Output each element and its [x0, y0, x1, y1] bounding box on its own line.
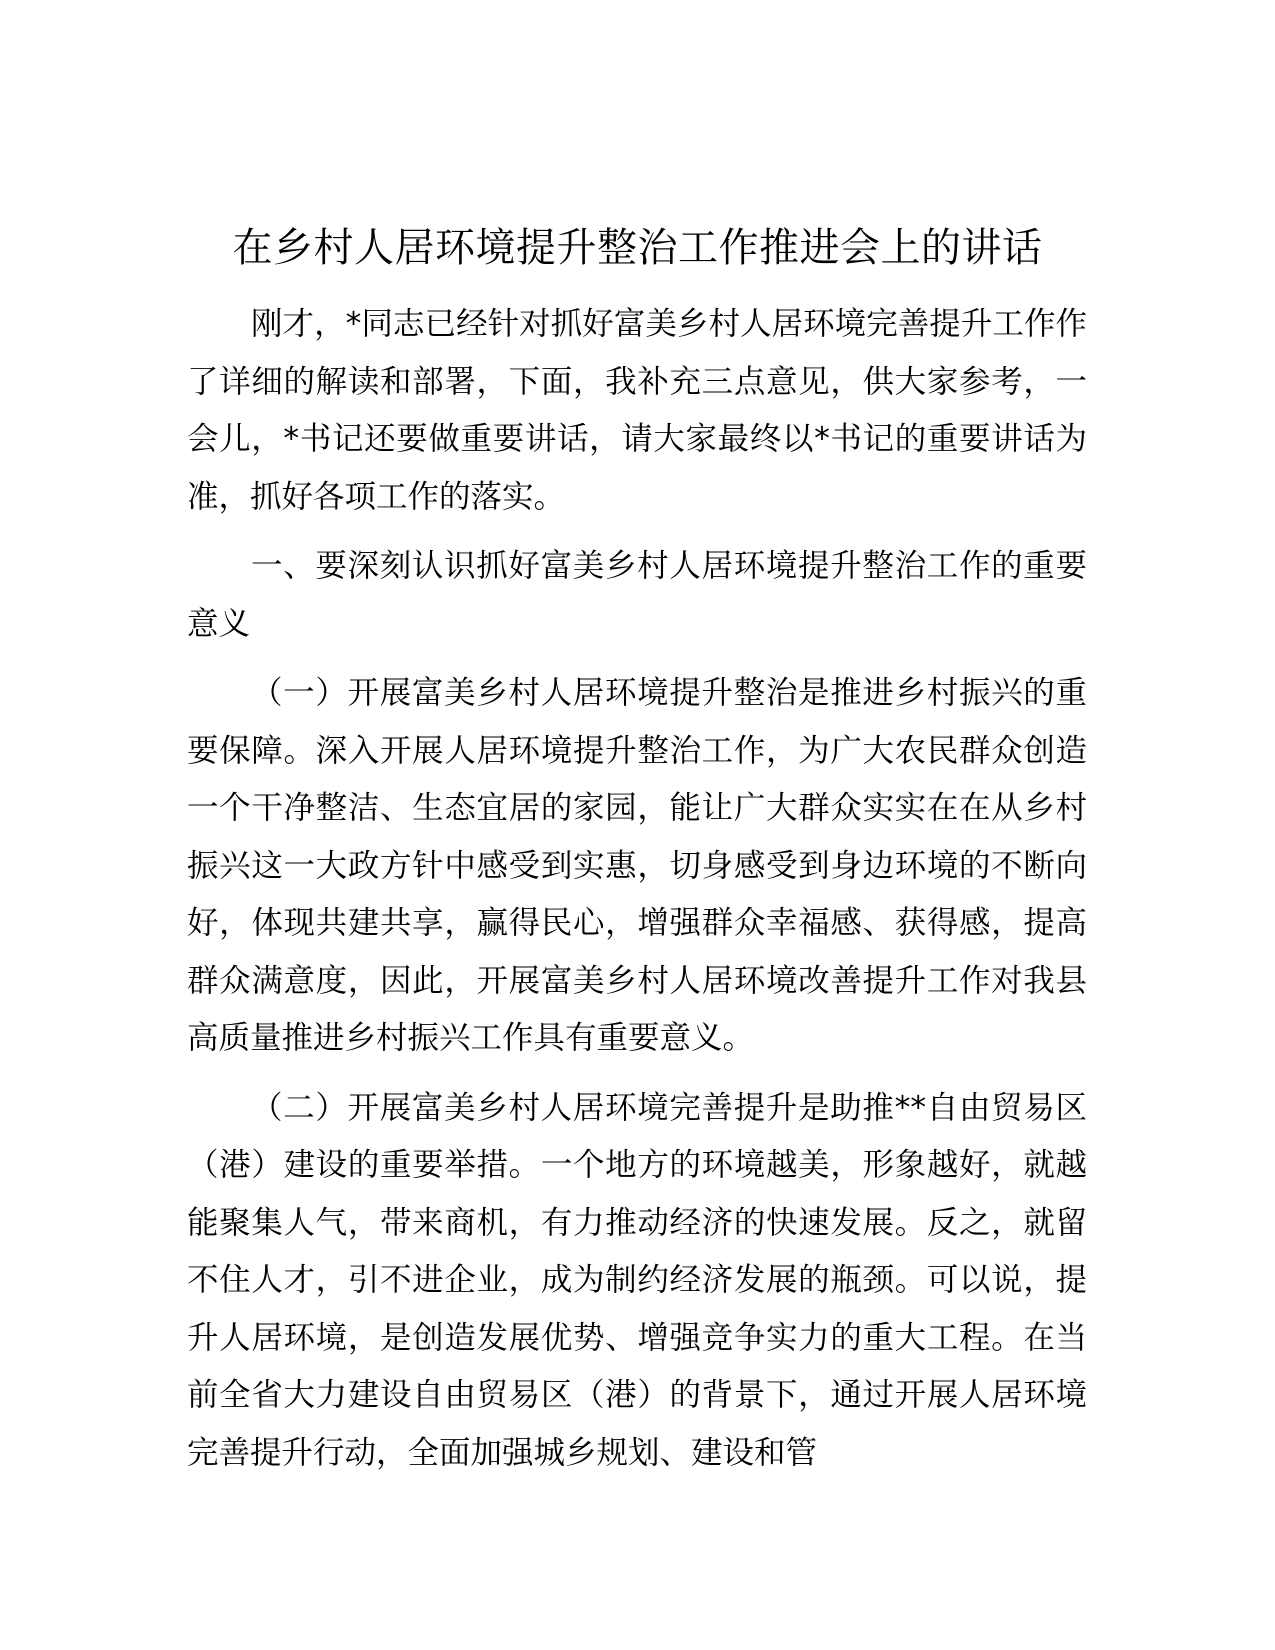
paragraph-point-1: （一）开展富美乡村人居环境提升整治是推进乡村振兴的重要保障。深入开展人居环境提升整治工作，为广大农民群众创造一个干净整洁、生态宜居的家园，能让广大群众实实在在从乡村振兴这一大政方针中感受到实惠，切身感受到身边环境的不断向好，体现共建共享，赢得民心，增强群众幸福感、获得感，提高群众满意度，因此，开展富美乡村人居环境改善提升工作对我县高质量推进乡村振兴工作具有重要意义。 — [187, 675, 1087, 1056]
document-body — [187, 296, 1087, 1482]
document-title: 在乡村人居环境提升整治工作推进会上的讲话 — [232, 225, 1043, 271]
paragraph-point-2: （二）开展富美乡村人居环境完善提升是助推**自由贸易区（港）建设的重要举措。一个地方的环境越美，形象越好，就越能聚集人气，带来商机，有力推动经济的快速发展。反之，就留不住人才，引不进企业，成为制约经济发展的瓶颈。可以说，提升人居环境，是创造发展优势、增强竞争实力的重大工程。在当前全省大力建设自由贸易区（港）的背景下，通过开展人居环境完善提升行动，全面加强城乡规划、建设和管 — [187, 1089, 1087, 1471]
paragraph-intro: 刚才，*同志已经针对抓好富美乡村人居环境完善提升工作作了详细的解读和部署，下面，我补充三点意见，供大家参考，一会儿，*书记还要做重要讲话，请大家最终以*书记的重要讲话为准，抓好各项工作的落实。 — [187, 306, 1087, 515]
section-heading-1: 一、要深刻认识抓好富美乡村人居环境提升整治工作的重要意义 — [187, 548, 1087, 642]
